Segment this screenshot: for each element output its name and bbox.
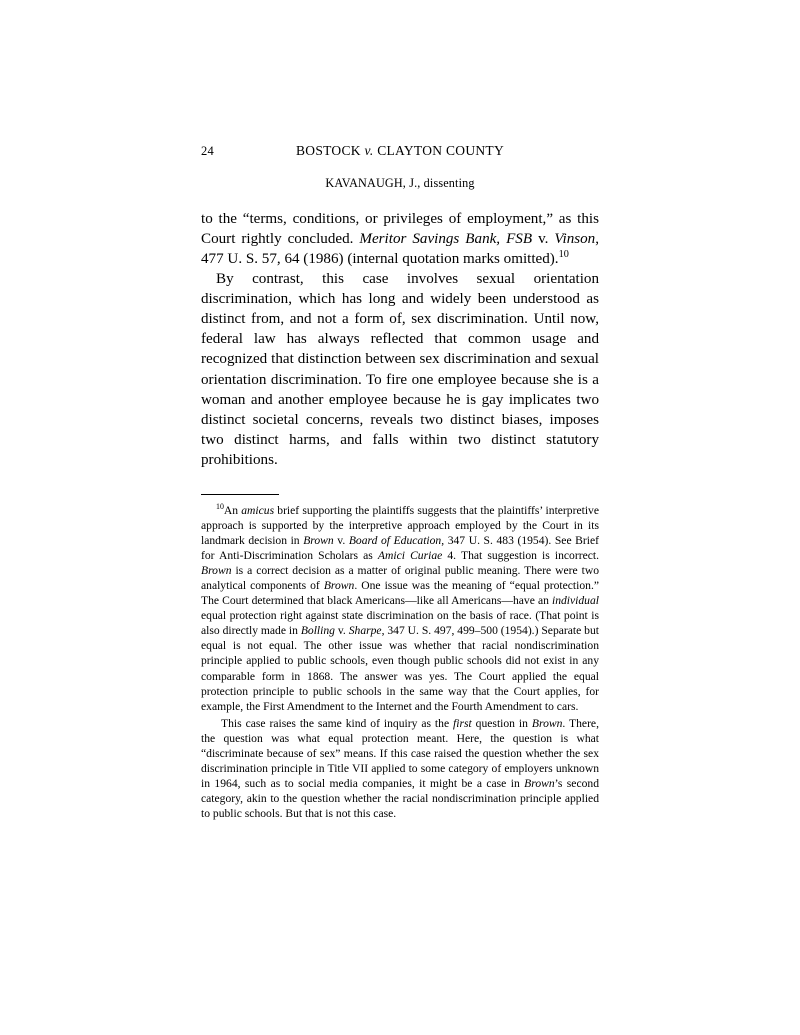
footnote-10 xyxy=(201,503,599,821)
case-title-part1: BOSTOCK xyxy=(295,143,361,158)
case-title-v: v. xyxy=(364,143,374,158)
page-number: 24 xyxy=(201,144,214,158)
body-paragraph-1: to the “terms, conditions, or privileges of employment,” as this Court rightly concluded. Meritor Savings Bank, FSB v. Vinson, 477 U. S. 57, 64 (1986) (internal quotation marks omitted).$^{10}$ xyxy=(201,211,599,268)
page-content xyxy=(201,143,599,821)
case-title-part2: CLAYTON COUNTY xyxy=(377,143,505,158)
case-title xyxy=(201,143,599,159)
running-head xyxy=(201,143,599,159)
justice-name: KAVANAUGH xyxy=(325,176,403,190)
subheading-rest: , J., dissenting xyxy=(402,176,475,190)
body-paragraph-2: By contrast, this case involves sexual orientation discrimination, which has long and widely been understood as distinct from, and not a form of, sex discrimination. Until now, federal law has always reflected that common usage and recognized that distinction between sex discrimination and sexual orientation discrimination. To fire one employee because she is a woman and another employee because he is gay implicates two distinct societal concerns, reveals two distinct biases, imposes two distinct harms, and falls within two distinct statutory prohibitions. xyxy=(201,271,599,468)
footnote-paragraph-2: This case raises the same kind of inquiry as the first question in Brown. There, the question was what equal protection meant. Here, the question is what “discriminate because of sex” means. If this case raised the question whether the sex discrimination principle in Title VII applied to some category of employers unknown in 1964, such as to social media companies, it might be a case in Brown’s second category, akin to the question whether the racial nondiscrimination principle applied to public schools. But that is not this case. xyxy=(201,716,599,821)
footnote-paragraph-1: $^{10}$An amicus brief supporting the plaintiffs suggests that the plaintiffs’ interpretive approach is supported by the interpretive approach employed by the Court in its landmark decision in Brown v. Board of Education, 347 U. S. 483 (1954). See Brief for Anti-Discrimination Scholars as Amici Curiae 4. That suggestion is incorrect. Brown is a correct decision as a matter of original public meaning. There were two analytical components of Brown. One issue was the meaning of “equal protection.” The Court determined that black Americans—like all Americans—have an individual equal protection right against state discrimination on the basis of race. (That point is also directly made in Bolling v. Sharpe, 347 U. S. 497, 499–500 (1954).) Separate but equal is not equal. The other issue was whether that racial nondiscrimination principle applied to public schools, even though public schools did not exist in any comparable form in 1868. The answer was yes. The Court applied the equal protection principle to public schools in the same way that the Court applies, for example, the First Amendment to the Internet and the Fourth Amendment to cars. xyxy=(201,501,599,713)
opinion-subheading xyxy=(201,176,599,191)
body-text xyxy=(201,209,599,470)
footnote-divider xyxy=(201,494,279,495)
